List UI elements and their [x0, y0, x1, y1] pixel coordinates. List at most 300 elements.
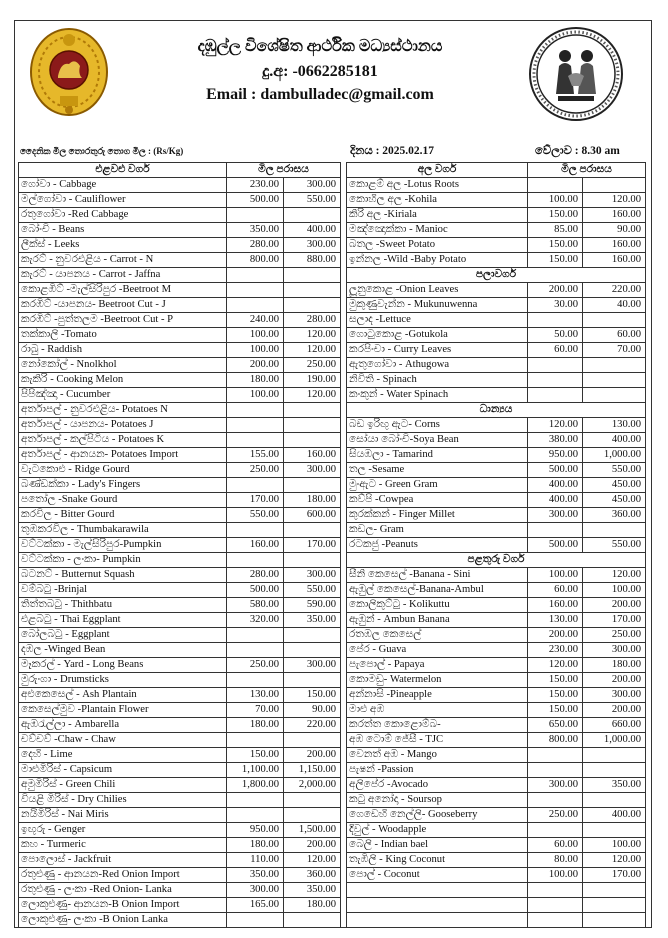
right-item-low-price [528, 793, 583, 808]
right-item-name: මුංඇට - Green Gram [347, 478, 528, 493]
table-row [19, 838, 646, 853]
right-item-name: සෝයා බෝංචි-Soya Bean [347, 433, 528, 448]
right-item-low-price: 400.00 [528, 493, 583, 508]
right-item-name: අඹ ටොම් ජේසී - TJC [347, 733, 528, 748]
table-row [19, 403, 646, 418]
right-item-high-price: 360.00 [583, 508, 646, 523]
right-item-high-price: 120.00 [583, 568, 646, 583]
left-item-low-price: 170.00 [227, 493, 284, 508]
table-row [19, 298, 646, 313]
left-item-high-price [284, 268, 341, 283]
left-item-name: ඉඟුරු - Genger [19, 823, 227, 838]
right-item-name: අලිපේර -Avocado [347, 778, 528, 793]
right-item-high-price: 300.00 [583, 643, 646, 658]
right-item-name: දිවුල් - Woodapple [347, 823, 528, 838]
table-row [19, 583, 646, 598]
right-item-high-price [583, 823, 646, 838]
left-item-name: මෑකරල් - Yard - Long Beans [19, 658, 227, 673]
price-info-label: දෛනික මිල තොරතුරු තොග මිල : (Rs/Kg) [20, 146, 184, 156]
right-item-name: ඇඹුන් - Ambun Banana [347, 613, 528, 628]
left-item-high-price: 250.00 [284, 358, 341, 373]
table-row [19, 478, 646, 493]
right-item-name: තල -Sesame [347, 463, 528, 478]
left-item-high-price: 300.00 [284, 178, 341, 193]
left-item-name: අර්තාපල් - ආනයන- Potatoes Import [19, 448, 227, 463]
left-item-high-price: 550.00 [284, 583, 341, 598]
left-item-low-price [227, 808, 284, 823]
left-item-low-price [227, 298, 284, 313]
right-item-low-price: 160.00 [528, 598, 583, 613]
left-item-name: අර්තාපල් - යාපනය- Potatoes J [19, 418, 227, 433]
right-item-high-price: 170.00 [583, 613, 646, 628]
table-row [19, 628, 646, 643]
left-item-low-price: 130.00 [227, 688, 284, 703]
right-item-name: වෙනත් අඹ - Mango [347, 748, 528, 763]
left-item-low-price: 250.00 [227, 463, 284, 478]
right-item-low-price: 150.00 [528, 703, 583, 718]
table-row [19, 268, 646, 283]
table-row [19, 418, 646, 433]
left-item-low-price: 180.00 [227, 838, 284, 853]
left-item-low-price [227, 628, 284, 643]
left-item-name: තක්කාලි -Tomato [19, 328, 227, 343]
right-item-low-price: 60.00 [528, 583, 583, 598]
left-item-name: කැරට් - නුවරඑළිය - Carrot - N [19, 253, 227, 268]
left-item-high-price: 180.00 [284, 898, 341, 913]
table-row [19, 358, 646, 373]
price-table [18, 162, 646, 928]
table-row [19, 223, 646, 238]
right-item-name: මාළු අඹ [347, 703, 528, 718]
right-item-high-price [583, 373, 646, 388]
right-item-high-price: 250.00 [583, 628, 646, 643]
right-item-low-price [528, 178, 583, 193]
table-row [19, 208, 646, 223]
right-item-name: පැපොල් - Papaya [347, 658, 528, 673]
left-item-name: චව්චව් -Chaw - Chaw [19, 733, 227, 748]
right-item-high-price: 660.00 [583, 718, 646, 733]
right-item-low-price: 130.00 [528, 613, 583, 628]
left-item-low-price: 150.00 [227, 748, 284, 763]
left-item-high-price [284, 793, 341, 808]
table-row [19, 808, 646, 823]
right-item-high-price [583, 793, 646, 808]
right-item-high-price: 550.00 [583, 463, 646, 478]
left-item-low-price: 180.00 [227, 373, 284, 388]
right-item-name: කව්පි -Cowpea [347, 493, 528, 508]
left-item-name: අළුකෙසෙල් - Ash Plantain [19, 688, 227, 703]
left-item-high-price: 1,150.00 [284, 763, 341, 778]
right-item-high-price: 200.00 [583, 673, 646, 688]
right-empty-cell [528, 883, 583, 898]
right-item-low-price: 85.00 [528, 223, 583, 238]
right-item-name: කටු අනෝදා - Soursop [347, 793, 528, 808]
table-row [19, 313, 646, 328]
right-item-high-price: 120.00 [583, 193, 646, 208]
right-empty-cell [583, 913, 646, 928]
left-item-high-price: 190.00 [284, 373, 341, 388]
right-item-low-price: 100.00 [528, 868, 583, 883]
right-item-low-price: 950.00 [528, 448, 583, 463]
left-item-high-price: 590.00 [284, 598, 341, 613]
left-item-high-price [284, 523, 341, 538]
right-item-low-price: 500.00 [528, 463, 583, 478]
right-item-name: අන්නාසි -Pineapple [347, 688, 528, 703]
table-row [19, 493, 646, 508]
table-row [19, 373, 646, 388]
table-row [19, 598, 646, 613]
left-item-high-price [284, 553, 341, 568]
left-item-name: කහ - Turmeric [19, 838, 227, 853]
left-item-low-price [227, 433, 284, 448]
left-item-name: කරඹිට් -යාපනය- Beetroot Cut - J [19, 298, 227, 313]
left-item-name: පිපිඤ්ඤා - Cucumber [19, 388, 227, 403]
left-item-low-price: 200.00 [227, 358, 284, 373]
left-item-high-price: 400.00 [284, 223, 341, 238]
table-row [19, 433, 646, 448]
table-row [19, 613, 646, 628]
phone-number: දු.අ: -0662285181 [262, 63, 378, 80]
right-item-low-price: 800.00 [528, 733, 583, 748]
right-item-name: කරපිංචා - Curry Leaves [347, 343, 528, 358]
left-item-low-price: 350.00 [227, 223, 284, 238]
right-item-high-price: 220.00 [583, 283, 646, 298]
left-item-name: පතෝල -Snake Gourd [19, 493, 227, 508]
left-item-low-price: 165.00 [227, 898, 284, 913]
right-item-high-price: 300.00 [583, 688, 646, 703]
left-item-high-price [284, 418, 341, 433]
left-item-high-price: 90.00 [284, 703, 341, 718]
left-item-low-price: 350.00 [227, 868, 284, 883]
right-item-high-price: 100.00 [583, 583, 646, 598]
left-item-name: බටනට් - Butternut Squash [19, 568, 227, 583]
left-item-low-price [227, 643, 284, 658]
table-row [19, 868, 646, 883]
left-item-low-price: 180.00 [227, 718, 284, 733]
right-category-header: අල වර්ග [347, 163, 528, 178]
right-item-name: කොළම් අල -Lotus Roots [347, 178, 528, 193]
right-section-heading: පළතුරු වර්ග [347, 553, 646, 568]
table-row [19, 658, 646, 673]
table-row [19, 673, 646, 688]
left-item-low-price: 280.00 [227, 568, 284, 583]
table-row [19, 853, 646, 868]
table-row [19, 883, 646, 898]
left-item-low-price: 1,100.00 [227, 763, 284, 778]
right-item-name: ඉන්නල -Wild -Baby Potato [347, 253, 528, 268]
left-item-low-price: 100.00 [227, 328, 284, 343]
left-item-name: ගෝවා - Cabbage [19, 178, 227, 193]
right-item-high-price: 400.00 [583, 808, 646, 823]
table-row [19, 748, 646, 763]
left-item-high-price: 300.00 [284, 658, 341, 673]
email-address: Email : dambulladec@gmail.com [206, 86, 434, 103]
right-item-low-price [528, 358, 583, 373]
right-item-high-price: 160.00 [583, 238, 646, 253]
right-item-name: බෙලි - Indian bael [347, 838, 528, 853]
right-item-name: පොල් - Coconut [347, 868, 528, 883]
right-item-low-price [528, 373, 583, 388]
left-item-high-price [284, 628, 341, 643]
left-item-low-price: 155.00 [227, 448, 284, 463]
right-item-high-price: 1,000.00 [583, 448, 646, 463]
left-item-high-price [284, 208, 341, 223]
table-row [19, 448, 646, 463]
right-item-name: ඇඹුල් කෙසෙල්-Banana-Ambul [347, 583, 528, 598]
left-item-high-price: 220.00 [284, 718, 341, 733]
table-row [19, 688, 646, 703]
left-item-name: දෙහි - Lime [19, 748, 227, 763]
table-row [19, 538, 646, 553]
right-item-low-price: 150.00 [528, 238, 583, 253]
right-item-low-price: 400.00 [528, 478, 583, 493]
left-item-high-price: 120.00 [284, 328, 341, 343]
left-item-high-price [284, 733, 341, 748]
right-item-name: ගෙඩෙහි නෙල්ලි- Gooseberry [347, 808, 528, 823]
left-price-header: මිල පරාසය [227, 163, 341, 178]
table-row [19, 823, 646, 838]
right-item-low-price: 100.00 [528, 193, 583, 208]
left-item-low-price: 950.00 [227, 823, 284, 838]
left-item-name: කොළඹිට් -මැල්සිරිපුර -Beetroot M [19, 283, 227, 298]
right-item-name: නිවිති - Spinach [347, 373, 528, 388]
right-item-name: රතඹල කෙසෙල් [347, 628, 528, 643]
left-item-name: පොලොස් - Jackfruit [19, 853, 227, 868]
right-item-name: කිරි අල -Kiriala [347, 208, 528, 223]
right-item-name: රටකජු -Peanuts [347, 538, 528, 553]
right-item-name: ලූනුකොළ -Onion Leaves [347, 283, 528, 298]
right-item-high-price: 40.00 [583, 298, 646, 313]
right-item-high-price: 130.00 [583, 418, 646, 433]
right-item-name: කොලිකුට්ටු - Kolikuttu [347, 598, 528, 613]
table-row [19, 508, 646, 523]
right-price-header: මිල පරාසය [528, 163, 646, 178]
left-item-low-price: 240.00 [227, 313, 284, 328]
right-item-high-price: 100.00 [583, 838, 646, 853]
left-item-name: රතුළුණු - ආනයන-Red Onion Import [19, 868, 227, 883]
table-row [19, 718, 646, 733]
left-item-low-price [227, 913, 284, 928]
left-item-name: රාබු - Raddish [19, 343, 227, 358]
left-item-high-price [284, 478, 341, 493]
left-item-high-price: 120.00 [284, 343, 341, 358]
right-empty-cell [583, 898, 646, 913]
right-item-high-price: 350.00 [583, 778, 646, 793]
table-row [19, 343, 646, 358]
right-item-low-price: 380.00 [528, 433, 583, 448]
table-row [19, 643, 646, 658]
right-item-name: කංකුන් - Water Spinach [347, 388, 528, 403]
right-empty-cell [347, 898, 528, 913]
table-row [19, 328, 646, 343]
left-item-name: ඇඹරැල්ලා - Ambarella [19, 718, 227, 733]
table-row [19, 898, 646, 913]
left-item-high-price [284, 298, 341, 313]
table-row [19, 253, 646, 268]
left-item-name: බණ්ඩක්කා - Lady's Fingers [19, 478, 227, 493]
right-item-name: කොහිල අල -Kohila [347, 193, 528, 208]
left-item-high-price: 200.00 [284, 748, 341, 763]
left-item-name: කරඹිට් -පුත්තලම -Beetroot Cut - P [19, 313, 227, 328]
right-item-low-price: 100.00 [528, 568, 583, 583]
right-item-name: ඇතුගෝවා - Athugowa [347, 358, 528, 373]
right-item-high-price: 550.00 [583, 538, 646, 553]
table-row [19, 913, 646, 928]
report-time: වේලාව : 8.30 am [535, 145, 620, 157]
left-item-name: මාළුමිරිස් - Capsicum [19, 763, 227, 778]
right-item-low-price [528, 313, 583, 328]
right-item-high-price [583, 358, 646, 373]
left-item-name: ලොකුළුණු- ලංකා -B Onion Lanka [19, 913, 227, 928]
right-item-low-price: 200.00 [528, 628, 583, 643]
right-item-high-price: 180.00 [583, 658, 646, 673]
right-item-low-price: 60.00 [528, 838, 583, 853]
left-item-high-price: 120.00 [284, 388, 341, 403]
left-item-low-price: 1,800.00 [227, 778, 284, 793]
right-empty-cell [528, 898, 583, 913]
left-item-name: කෙසෙල්මුව -Plantain Flower [19, 703, 227, 718]
table-row [19, 463, 646, 478]
left-item-high-price [284, 643, 341, 658]
left-item-low-price: 500.00 [227, 193, 284, 208]
left-item-high-price: 280.00 [284, 313, 341, 328]
right-item-low-price: 500.00 [528, 538, 583, 553]
left-item-low-price: 800.00 [227, 253, 284, 268]
right-item-name: සියඹලා - Tamarind [347, 448, 528, 463]
right-item-name: කඩල- Gram [347, 523, 528, 538]
right-item-high-price: 120.00 [583, 853, 646, 868]
table-row [19, 703, 646, 718]
right-item-high-price: 200.00 [583, 598, 646, 613]
left-item-low-price [227, 403, 284, 418]
left-item-name: අර්තාපල් - කල්පිටිය - Potatoes K [19, 433, 227, 448]
right-item-name: කරත්ත කොළොම්බ- [347, 718, 528, 733]
left-item-high-price: 180.00 [284, 493, 341, 508]
left-item-name: ලීක්ස් - Leeks [19, 238, 227, 253]
left-item-low-price [227, 208, 284, 223]
left-item-low-price [227, 283, 284, 298]
left-item-low-price: 500.00 [227, 583, 284, 598]
left-item-high-price: 350.00 [284, 613, 341, 628]
left-item-name: තිත්තබටු - Thithbatu [19, 598, 227, 613]
left-item-high-price: 350.00 [284, 883, 341, 898]
right-item-low-price [528, 748, 583, 763]
table-row [19, 793, 646, 808]
right-item-high-price: 160.00 [583, 253, 646, 268]
left-item-low-price: 250.00 [227, 658, 284, 673]
right-item-high-price [583, 313, 646, 328]
table-row [19, 238, 646, 253]
table-row [19, 178, 646, 193]
left-item-name: කැකිරි - Cooking Melon [19, 373, 227, 388]
left-item-name: වියළි මිරිස් - Dry Chilies [19, 793, 227, 808]
right-item-name: සීනි කෙසෙල් -Banana - Sini [347, 568, 528, 583]
right-item-high-price: 90.00 [583, 223, 646, 238]
right-item-low-price: 300.00 [528, 778, 583, 793]
left-item-low-price [227, 418, 284, 433]
left-item-name: දඹල -Winged Bean [19, 643, 227, 658]
left-item-name: අර්තාපල් - නුවරඑළිය- Potatoes N [19, 403, 227, 418]
right-item-high-price: 170.00 [583, 868, 646, 883]
left-item-low-price: 320.00 [227, 613, 284, 628]
right-item-low-price: 150.00 [528, 673, 583, 688]
left-item-high-price [284, 283, 341, 298]
left-item-name: රතුගෝවා -Red Cabbage [19, 208, 227, 223]
left-item-high-price: 170.00 [284, 538, 341, 553]
left-item-name: කරවිල - Bitter Gourd [19, 508, 227, 523]
left-item-high-price: 200.00 [284, 838, 341, 853]
right-item-high-price: 450.00 [583, 478, 646, 493]
left-item-high-price [284, 403, 341, 418]
table-row [19, 523, 646, 538]
left-item-high-price: 300.00 [284, 463, 341, 478]
left-item-name: කැරට් - යාපනය - Carrot - Jaffna [19, 268, 227, 283]
right-item-low-price: 230.00 [528, 643, 583, 658]
left-item-name: ලොකුළුණු- ආනයන-B Onion Import [19, 898, 227, 913]
right-item-low-price: 30.00 [528, 298, 583, 313]
right-item-high-price: 70.00 [583, 343, 646, 358]
right-item-name: තැඹිලි - King Coconut [347, 853, 528, 868]
left-item-high-price: 360.00 [284, 868, 341, 883]
right-item-low-price: 150.00 [528, 253, 583, 268]
left-item-name: නයිමිරිස් - Nai Miris [19, 808, 227, 823]
left-item-high-price: 2,000.00 [284, 778, 341, 793]
left-item-name: වට්ටක්කා - මැල්සිරිපුර-Pumpkin [19, 538, 227, 553]
right-item-low-price: 80.00 [528, 853, 583, 868]
right-item-name: බතල -Sweet Potato [347, 238, 528, 253]
left-item-high-price: 160.00 [284, 448, 341, 463]
right-item-high-price [583, 178, 646, 193]
right-item-name: මඤ්ඤොක්කා - Manioc [347, 223, 528, 238]
left-item-high-price: 1,500.00 [284, 823, 341, 838]
right-item-low-price: 60.00 [528, 343, 583, 358]
left-item-high-price: 150.00 [284, 688, 341, 703]
left-item-name: බෝලබටු - Eggplant [19, 628, 227, 643]
left-item-name: බෝංචි - Beans [19, 223, 227, 238]
right-item-low-price: 300.00 [528, 508, 583, 523]
right-item-low-price [528, 763, 583, 778]
right-item-name: පැෂන් -Passion [347, 763, 528, 778]
table-row [19, 733, 646, 748]
left-item-name: එළබටු - Thai Eggplant [19, 613, 227, 628]
left-item-name: වැටකොළු - Ridge Gourd [19, 463, 227, 478]
institution-title: දඹුල්ල විශේෂිත ආර්ථික මධ්‍යස්ථානය [197, 38, 443, 55]
left-item-low-price: 70.00 [227, 703, 284, 718]
left-item-low-price [227, 733, 284, 748]
right-item-high-price [583, 523, 646, 538]
left-item-low-price: 550.00 [227, 508, 284, 523]
left-item-name: මුරුංගා - Drumsticks [19, 673, 227, 688]
left-item-low-price: 300.00 [227, 883, 284, 898]
right-item-high-price: 200.00 [583, 703, 646, 718]
right-item-name: කුරක්කන් - Finger Millet [347, 508, 528, 523]
left-item-high-price: 600.00 [284, 508, 341, 523]
right-item-low-price [528, 823, 583, 838]
left-category-header: එළවළු වර්ග [19, 163, 227, 178]
right-item-low-price: 150.00 [528, 208, 583, 223]
table-row [19, 568, 646, 583]
right-item-high-price: 400.00 [583, 433, 646, 448]
right-item-low-price: 50.00 [528, 328, 583, 343]
left-item-high-price [284, 433, 341, 448]
left-item-low-price: 280.00 [227, 238, 284, 253]
left-item-high-price [284, 673, 341, 688]
left-item-low-price: 100.00 [227, 343, 284, 358]
right-empty-cell [528, 913, 583, 928]
left-item-name: වම්බටු -Brinjal [19, 583, 227, 598]
right-item-low-price [528, 388, 583, 403]
table-header-row [19, 163, 646, 178]
